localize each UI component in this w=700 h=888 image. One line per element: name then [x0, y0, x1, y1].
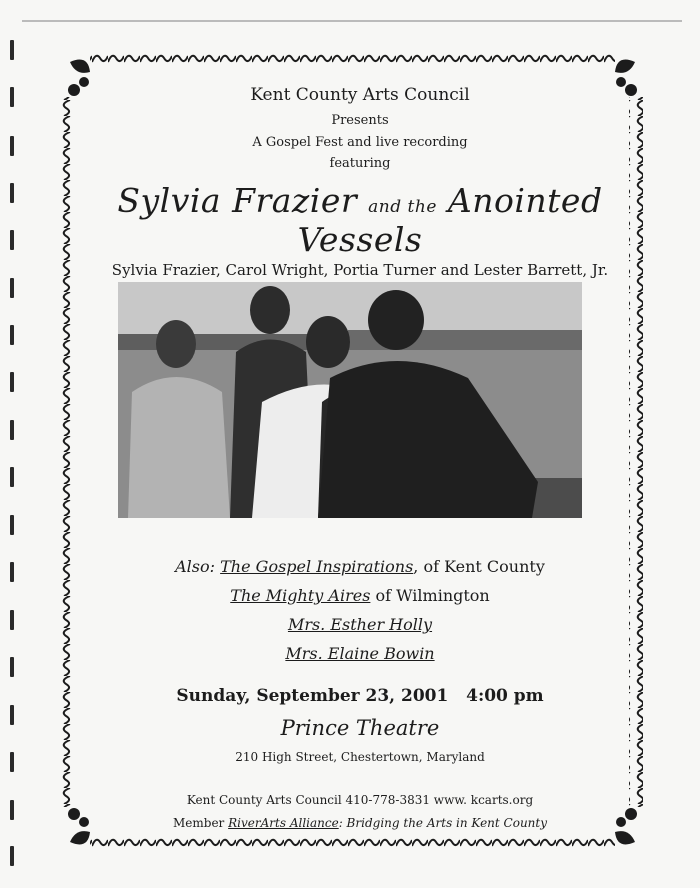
- member-prefix: Member: [173, 816, 225, 830]
- alliance-name: RiverArts Alliance: [228, 816, 339, 830]
- act-origin: of Wilmington: [370, 586, 490, 605]
- act-name: Mrs. Elaine Bowin: [285, 644, 435, 663]
- supporting-acts: [80, 552, 640, 668]
- featuring-text: featuring: [329, 156, 391, 171]
- page-top-edge: [22, 20, 682, 22]
- event-date: Sunday, September 23, 2001: [176, 686, 449, 706]
- contact-info: Kent County Arts Council 410-778-3831 www. kcarts.org: [186, 793, 534, 807]
- also-label: Also:: [175, 557, 216, 576]
- header-block: [80, 85, 640, 279]
- headliner-connector: and the: [368, 197, 437, 217]
- venue-address: 210 High Street, Chestertown, Maryland: [235, 750, 485, 764]
- act-line: [80, 639, 640, 668]
- venue-name: Prince Theatre: [280, 716, 440, 740]
- event-time: 4:00 pm: [466, 686, 544, 706]
- act-name: The Gospel Inspirations: [220, 557, 414, 576]
- group-name: Anointed Vessels: [297, 181, 603, 259]
- act-line: [80, 552, 640, 581]
- act-name: The Mighty Aires: [230, 586, 371, 605]
- organization-name: Kent County Arts Council: [250, 85, 470, 105]
- headliner-title: [80, 181, 640, 259]
- presents-text: Presents: [331, 113, 389, 128]
- membership-line: [80, 816, 640, 830]
- event-datetime: [80, 686, 640, 706]
- group-photo: [118, 282, 582, 518]
- headliner-name: Sylvia Frazier: [117, 181, 358, 220]
- act-name: Mrs. Esther Holly: [287, 615, 433, 634]
- event-description: A Gospel Fest and live recording: [252, 135, 468, 150]
- alliance-tagline: : Bridging the Arts in Kent County: [338, 816, 547, 830]
- act-origin: , of Kent County: [413, 557, 545, 576]
- group-members: Sylvia Frazier, Carol Wright, Portia Turner and Lester Barrett, Jr.: [111, 261, 609, 279]
- act-line: [80, 581, 640, 610]
- spiral-binding: [10, 40, 20, 880]
- act-line: [80, 610, 640, 639]
